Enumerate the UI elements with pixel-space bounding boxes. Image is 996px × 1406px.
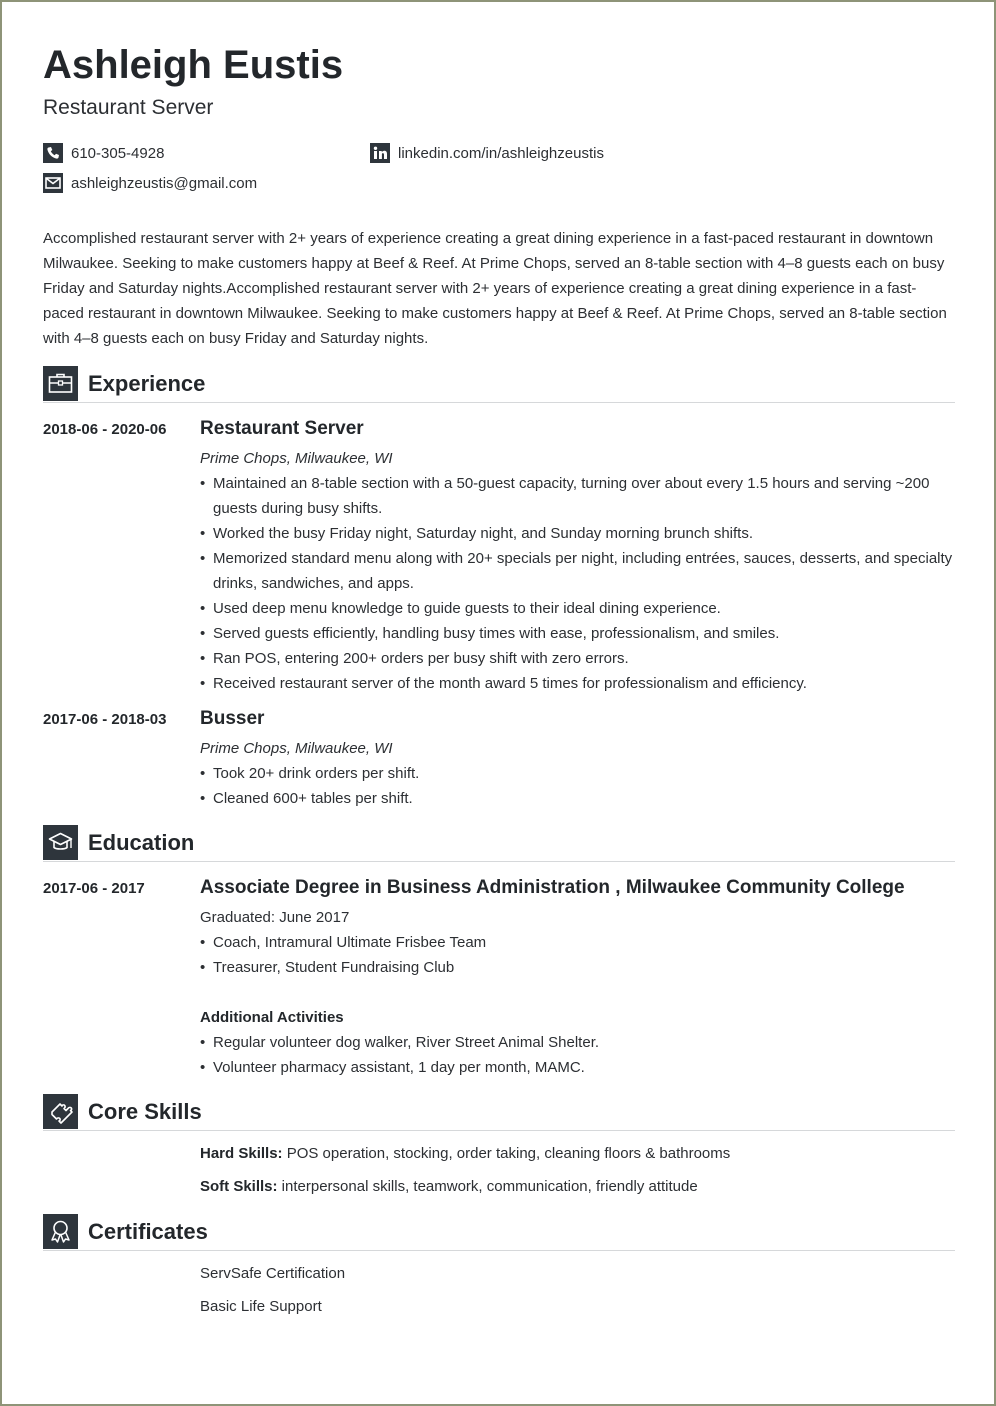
soft-skills-value: interpersonal skills, teamwork, communication, friendly attitude: [277, 1178, 698, 1195]
skills-heading: Core Skills: [88, 1099, 202, 1124]
list-item: • Used deep menu knowledge to guide guests to their ideal dining experience.: [200, 596, 955, 621]
skills-section-header: [43, 1094, 955, 1131]
experience-section-header: [43, 366, 955, 403]
soft-skills-line: [200, 1174, 955, 1199]
education-section-header: [43, 825, 955, 862]
list-item: • Regular volunteer dog walker, River Street Animal Shelter.: [200, 1030, 955, 1055]
puzzle-icon: [43, 1094, 78, 1129]
phone-contact: [43, 143, 164, 163]
email-contact: [43, 173, 257, 193]
list-item: • Worked the busy Friday night, Saturday night, and Sunday morning brunch shifts.: [200, 521, 955, 546]
list-item: • Coach, Intramural Ultimate Frisbee Team: [200, 930, 955, 955]
education-heading: Education: [88, 830, 195, 855]
education-bullets: [200, 930, 955, 980]
candidate-name: Ashleigh Eustis: [43, 43, 344, 87]
list-item: • Ran POS, entering 200+ orders per busy shift with zero errors.: [200, 646, 955, 671]
hard-skills-value: POS operation, stocking, order taking, cleaning floors & bathrooms: [282, 1145, 731, 1162]
experience-heading: Experience: [88, 371, 206, 396]
email-text[interactable]: ashleighzeustis@gmail.com: [71, 174, 258, 192]
certificates-heading: Certificates: [88, 1219, 208, 1244]
hard-skills-line: [200, 1141, 955, 1166]
certificates-section-header: [43, 1214, 955, 1251]
certificate-item: Basic Life Support: [200, 1298, 322, 1315]
list-item: • Volunteer pharmacy assistant, 1 day per month, MAMC.: [200, 1055, 955, 1080]
list-item: • Memorized standard menu along with 20+ specials per night, including entrées, sauces, desserts, and specialty drinks, sandwiches, and apps.: [200, 546, 955, 596]
list-item: • Maintained an 8-table section with a 50-guest capacity, turning over about every 1.5 hours and serving ~200 guests during busy shifts.: [200, 471, 955, 521]
certificate-item: ServSafe Certification: [200, 1265, 346, 1282]
job-dates: 2018-06 - 2020-06: [43, 421, 167, 438]
briefcase-icon: [43, 366, 78, 401]
education-dates: 2017-06 - 2017: [43, 880, 145, 897]
soft-skills-label: Soft Skills:: [200, 1178, 278, 1195]
job-bullets: [200, 471, 955, 696]
additional-activities-heading: Additional Activities: [200, 1009, 344, 1026]
hard-skills-label: Hard Skills:: [200, 1145, 283, 1162]
activities-bullets: [200, 1030, 955, 1080]
degree-title: Associate Degree in Business Administration , Milwaukee Community College: [200, 877, 905, 898]
linkedin-contact: [370, 143, 604, 163]
job-bullets: [200, 761, 955, 811]
job-entry: [200, 706, 955, 811]
phone-text[interactable]: 610-305-4928: [71, 144, 165, 162]
candidate-role: Restaurant Server: [43, 96, 214, 119]
graduation-cap-icon: [43, 825, 78, 860]
award-icon: [43, 1214, 78, 1249]
list-item: • Served guests efficiently, handling busy times with ease, professionalism, and smiles.: [200, 621, 955, 646]
graduation-date: Graduated: June 2017: [200, 909, 350, 926]
job-dates: 2017-06 - 2018-03: [43, 711, 167, 728]
job-entry: [200, 416, 955, 696]
linkedin-icon: [370, 143, 390, 163]
job-title: Restaurant Server: [200, 418, 364, 439]
job-company: Prime Chops, Milwaukee, WI: [200, 740, 393, 757]
linkedin-text[interactable]: linkedin.com/in/ashleighzeustis: [398, 144, 604, 162]
list-item: • Took 20+ drink orders per shift.: [200, 761, 955, 786]
job-company: Prime Chops, Milwaukee, WI: [200, 450, 393, 467]
list-item: • Treasurer, Student Fundraising Club: [200, 955, 955, 980]
list-item: • Cleaned 600+ tables per shift.: [200, 786, 955, 811]
list-item: • Received restaurant server of the month award 5 times for professionalism and efficiency.: [200, 671, 955, 696]
phone-icon: [43, 143, 63, 163]
email-icon: [43, 173, 63, 193]
professional-summary: Accomplished restaurant server with 2+ years of experience creating a great dining experience in a fast-paced restaurant in downtown Milwaukee. Seeking to make customers happy at Beef & Reef. At Prime Chops, served an 8-table section with 4–8 guests each on busy Friday and Saturday nights.Accomplished restaurant server with 2+ years of experience creating a great dining experience in a fast-paced restaurant in downtown Milwaukee. Seeking to make customers happy at Beef & Reef. At Prime Chops, served an 8-table section with 4–8 guests each on busy Friday and Saturday nights.: [43, 230, 947, 347]
education-entry: [200, 875, 955, 1080]
job-title: Busser: [200, 708, 265, 729]
